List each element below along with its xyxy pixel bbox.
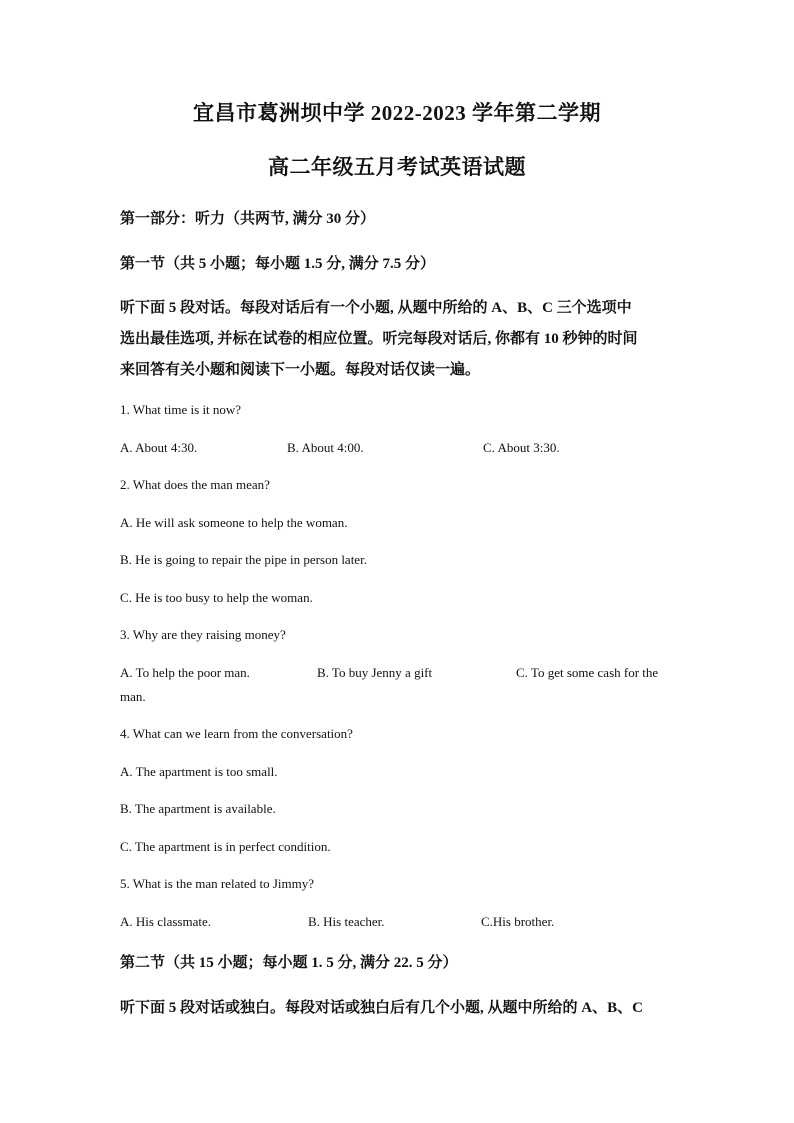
question-3-option-c-wrap: man. xyxy=(120,689,146,704)
exam-title-line-1: 宜昌市葛洲坝中学 2022-2023 学年第二学期 xyxy=(193,101,601,125)
question-3-option-b: B. To buy Jenny a gift xyxy=(317,665,433,680)
question-2-option-a: A. He will ask someone to help the woman. xyxy=(120,515,348,530)
instruction-line: 听下面 5 段对话或独白。每段对话或独白后有几个小题, 从题中所给的 A、B、C xyxy=(120,1000,643,1016)
question-1-stem: 1. What time is it now? xyxy=(120,402,242,417)
instruction-line: 听下面 5 段对话。每段对话后有一个小题, 从题中所给的 A、B、C 三个选项中 xyxy=(120,300,632,316)
question-3-stem: 3. Why are they raising money? xyxy=(120,627,286,642)
question-1-option-a: A. About 4:30. xyxy=(120,440,198,455)
question-3-option-a: A. To help the poor man. xyxy=(120,665,250,680)
question-5-stem: 5. What is the man related to Jimmy? xyxy=(120,876,314,891)
question-3-option-c: C. To get some cash for the xyxy=(516,665,659,680)
question-2-option-c: C. He is too busy to help the woman. xyxy=(120,590,313,605)
exam-title-line-2: 高二年级五月考试英语试题 xyxy=(268,155,526,179)
question-5-option-c: C.His brother. xyxy=(481,914,555,929)
question-1-option-c: C. About 3:30. xyxy=(483,440,560,455)
question-2-stem: 2. What does the man mean? xyxy=(120,477,270,492)
question-1-option-b: B. About 4:00. xyxy=(287,440,364,455)
question-5-option-a: A. His classmate. xyxy=(120,914,211,929)
section-1-heading: 第一节（共 5 小题；每小题 1.5 分, 满分 7.5 分） xyxy=(120,256,436,272)
instruction-line: 来回答有关小题和阅读下一小题。每段对话仅读一遍。 xyxy=(120,362,481,378)
section-2-heading: 第二节（共 15 小题；每小题 1. 5 分, 满分 22. 5 分） xyxy=(120,955,458,971)
part-1-heading: 第一部分：听力（共两节, 满分 30 分） xyxy=(120,211,376,227)
question-4-option-a: A. The apartment is too small. xyxy=(120,764,278,779)
question-5-option-b: B. His teacher. xyxy=(308,914,385,929)
instruction-line: 选出最佳选项, 并标在试卷的相应位置。听完每段对话后, 你都有 10 秒钟的时间 xyxy=(120,331,638,347)
question-4-stem: 4. What can we learn from the conversation? xyxy=(120,726,353,741)
question-2-option-b: B. He is going to repair the pipe in person later. xyxy=(120,552,367,567)
question-4-option-c: C. The apartment is in perfect condition. xyxy=(120,839,331,854)
question-4-option-b: B. The apartment is available. xyxy=(120,801,276,816)
